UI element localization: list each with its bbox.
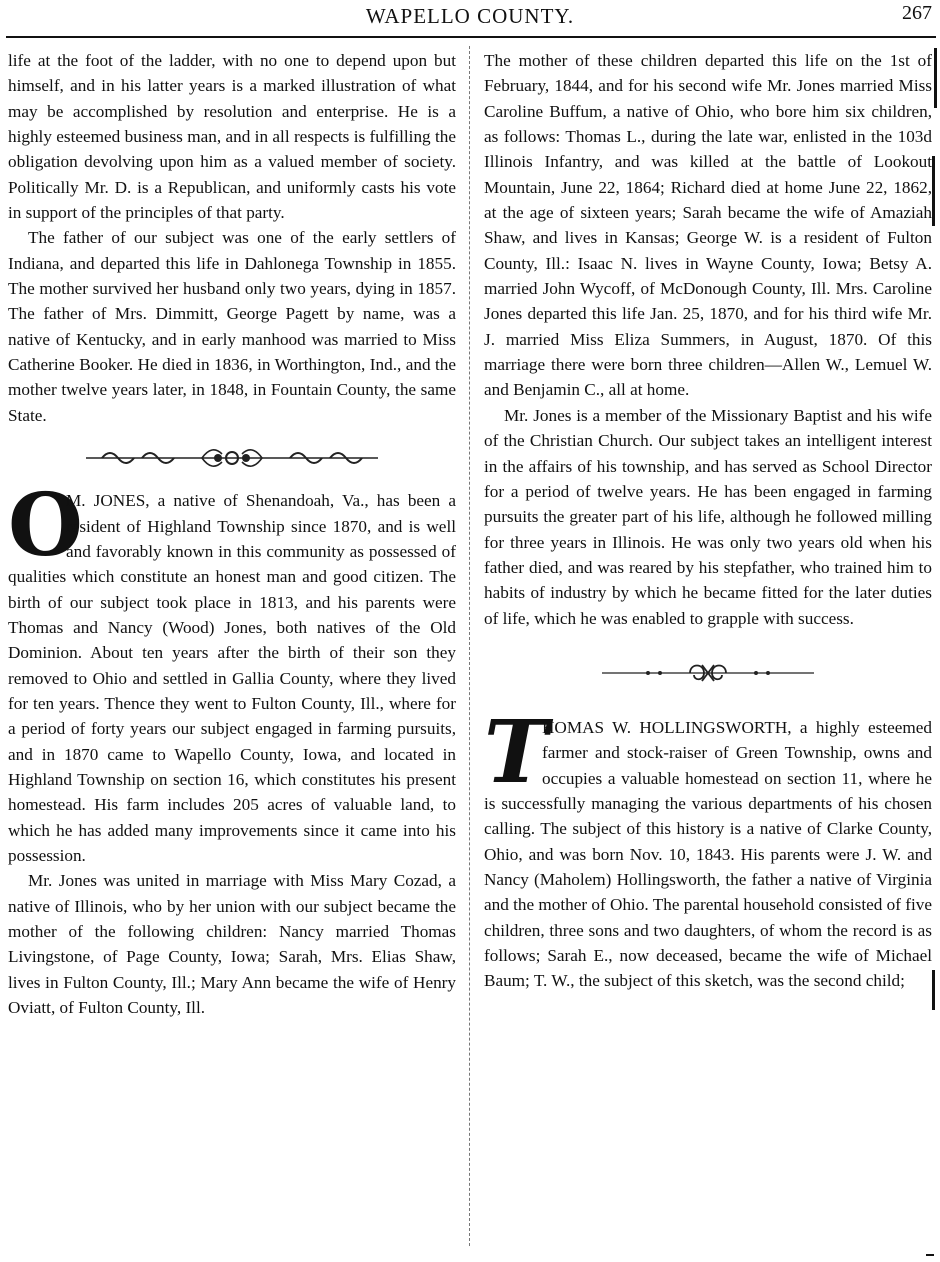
scroll-ornament-icon [598, 661, 818, 685]
paragraph: The father of our subject was one of the early settlers of Indiana, and departed this life in Dahlonega Township in 1855. The mother survived her husband only two years, dying in 1857. The father of Mrs. Dimmitt, George Pagett by name, was a native of Kentucky, and in early manhood was married to Miss Catherine Booker. He died in 1836, in Worthington, Ind., and the mother twelve years later, in 1848, in Fountain County, the same State. [8, 228, 456, 425]
margin-mark [932, 970, 935, 1010]
biography-thomas-w-hollingsworth [484, 701, 932, 994]
biography-o-m-jones [8, 475, 456, 1020]
paragraph: M. JONES, a native of Shenandoah, Va., has been a resident of Highland Township since 1870, and is well and favorably known in this community as possessed of qualities which constitute an honest man and good citizen. The birth of our subject took place in 1813, and his parents were Thomas and Nancy (Wood) Jones, both natives of the Old Dominion. About ten years after the birth of their son they removed to Ohio and settled in Gallia County, where they lived for ten years. Thence they went to Fulton County, Ill., where for a period of forty years our subject engaged in farming pursuits, and in 1870 came to Wapello County, Iowa, and located in Highland Township on section 16, which constitutes his present homestead. His farm includes 205 acres of valuable land, to which he has added many improvements since it came into his possession. [8, 491, 456, 865]
header-rule [6, 36, 936, 38]
section-ornament [484, 631, 932, 715]
dropcap-letter: O [8, 475, 83, 577]
corner-mark [926, 1254, 934, 1256]
paragraph: life at the foot of the ladder, with no one to depend upon but himself, and in his latter years is a marked illustration of what may be accomplished by resolution and enterprise. He is a highly esteemed business man, and in all respects is fulfilling the obligation devolving upon him as a valued member of society. Politically Mr. D. is a Republican, and uniformly casts his vote in support of the principles of that party. [8, 51, 456, 223]
right-column [484, 48, 932, 994]
margin-mark [934, 48, 937, 108]
left-column [8, 48, 456, 1020]
margin-mark [932, 156, 935, 226]
paragraph: HOMAS W. HOLLINGSWORTH, a highly esteemed farmer and stock-raiser of Green Township, owns and occupies a valuable homestead on section 11, where he is successfully managing the various departments of his chosen calling. The subject of this history is a native of Clarke County, Ohio, and was born Nov. 10, 1843. His parents were J. W. and Nancy (Maholem) Hollingsworth, the father a native of Virginia and the mother of Ohio. The parental household consisted of five children, three sons and two daughters, of whom the record is as follows; Sarah E., now deceased, became the wife of Michael Baum; T. W., the subject of this sketch, was the second child; [484, 717, 932, 991]
page-number: 267 [902, 2, 932, 24]
paragraph: Mr. Jones is a member of the Missionary Baptist and his wife of the Christian Church. Our subject takes an intelligent interest in the affairs of his township, and has served as School Director for a period of twelve years. He has been engaged in farming pursuits the greater part of his life, although he followed milling for three years in Illinois. He was only two years old when his father died, and was reared by his stepfather, who trained him to habits of industry by which he became fitted for the later duties of life, which he was enabled to grapple with success. [484, 405, 932, 628]
vine-ornament-icon [82, 446, 382, 470]
paragraph: Mr. Jones was united in marriage with Miss Mary Cozad, a native of Illinois, who by her union with our subject became the mother of the following children: Nancy married Thomas Livingstone, of Page County, Iowa; Sarah, Mrs. Elias Shaw, lives in Fulton County, Ill.; Mary Ann became the wife of Henry Oviatt, of Fulton County, Ill. [8, 871, 456, 1018]
page-header [0, 0, 940, 36]
paragraph: The mother of these children departed this life on the 1st of February, 1844, and for his second wife Mr. Jones married Miss Caroline Buffum, a native of Ohio, who bore him six children, as follows: Thomas L., during the late war, enlisted in the 103d Illinois Infantry, and was killed at the battle of Lookout Mountain, June 22, 1864; Richard died at home June 22, 1862, at the age of sixteen years; Sarah became the wife of Amaziah Shaw, and lives in Kansas; George W. is a resident of Fulton County, Ill.: Isaac N. lives in Wayne County, Iowa; Betsy A. married John Wycoff, of McDonough County, Ill. Mrs. Caroline Jones departed this life Jan. 25, 1870, and for his third wife Mr. J. married Miss Eliza Summers, in August, 1870. Of this marriage there were born three children—Allen W., Lemuel W. and Benjamin C., all at home. [484, 51, 932, 400]
dropcap-letter: T [484, 701, 548, 803]
running-title: WAPELLO COUNTY. [365, 4, 575, 28]
column-divider [469, 46, 470, 1246]
